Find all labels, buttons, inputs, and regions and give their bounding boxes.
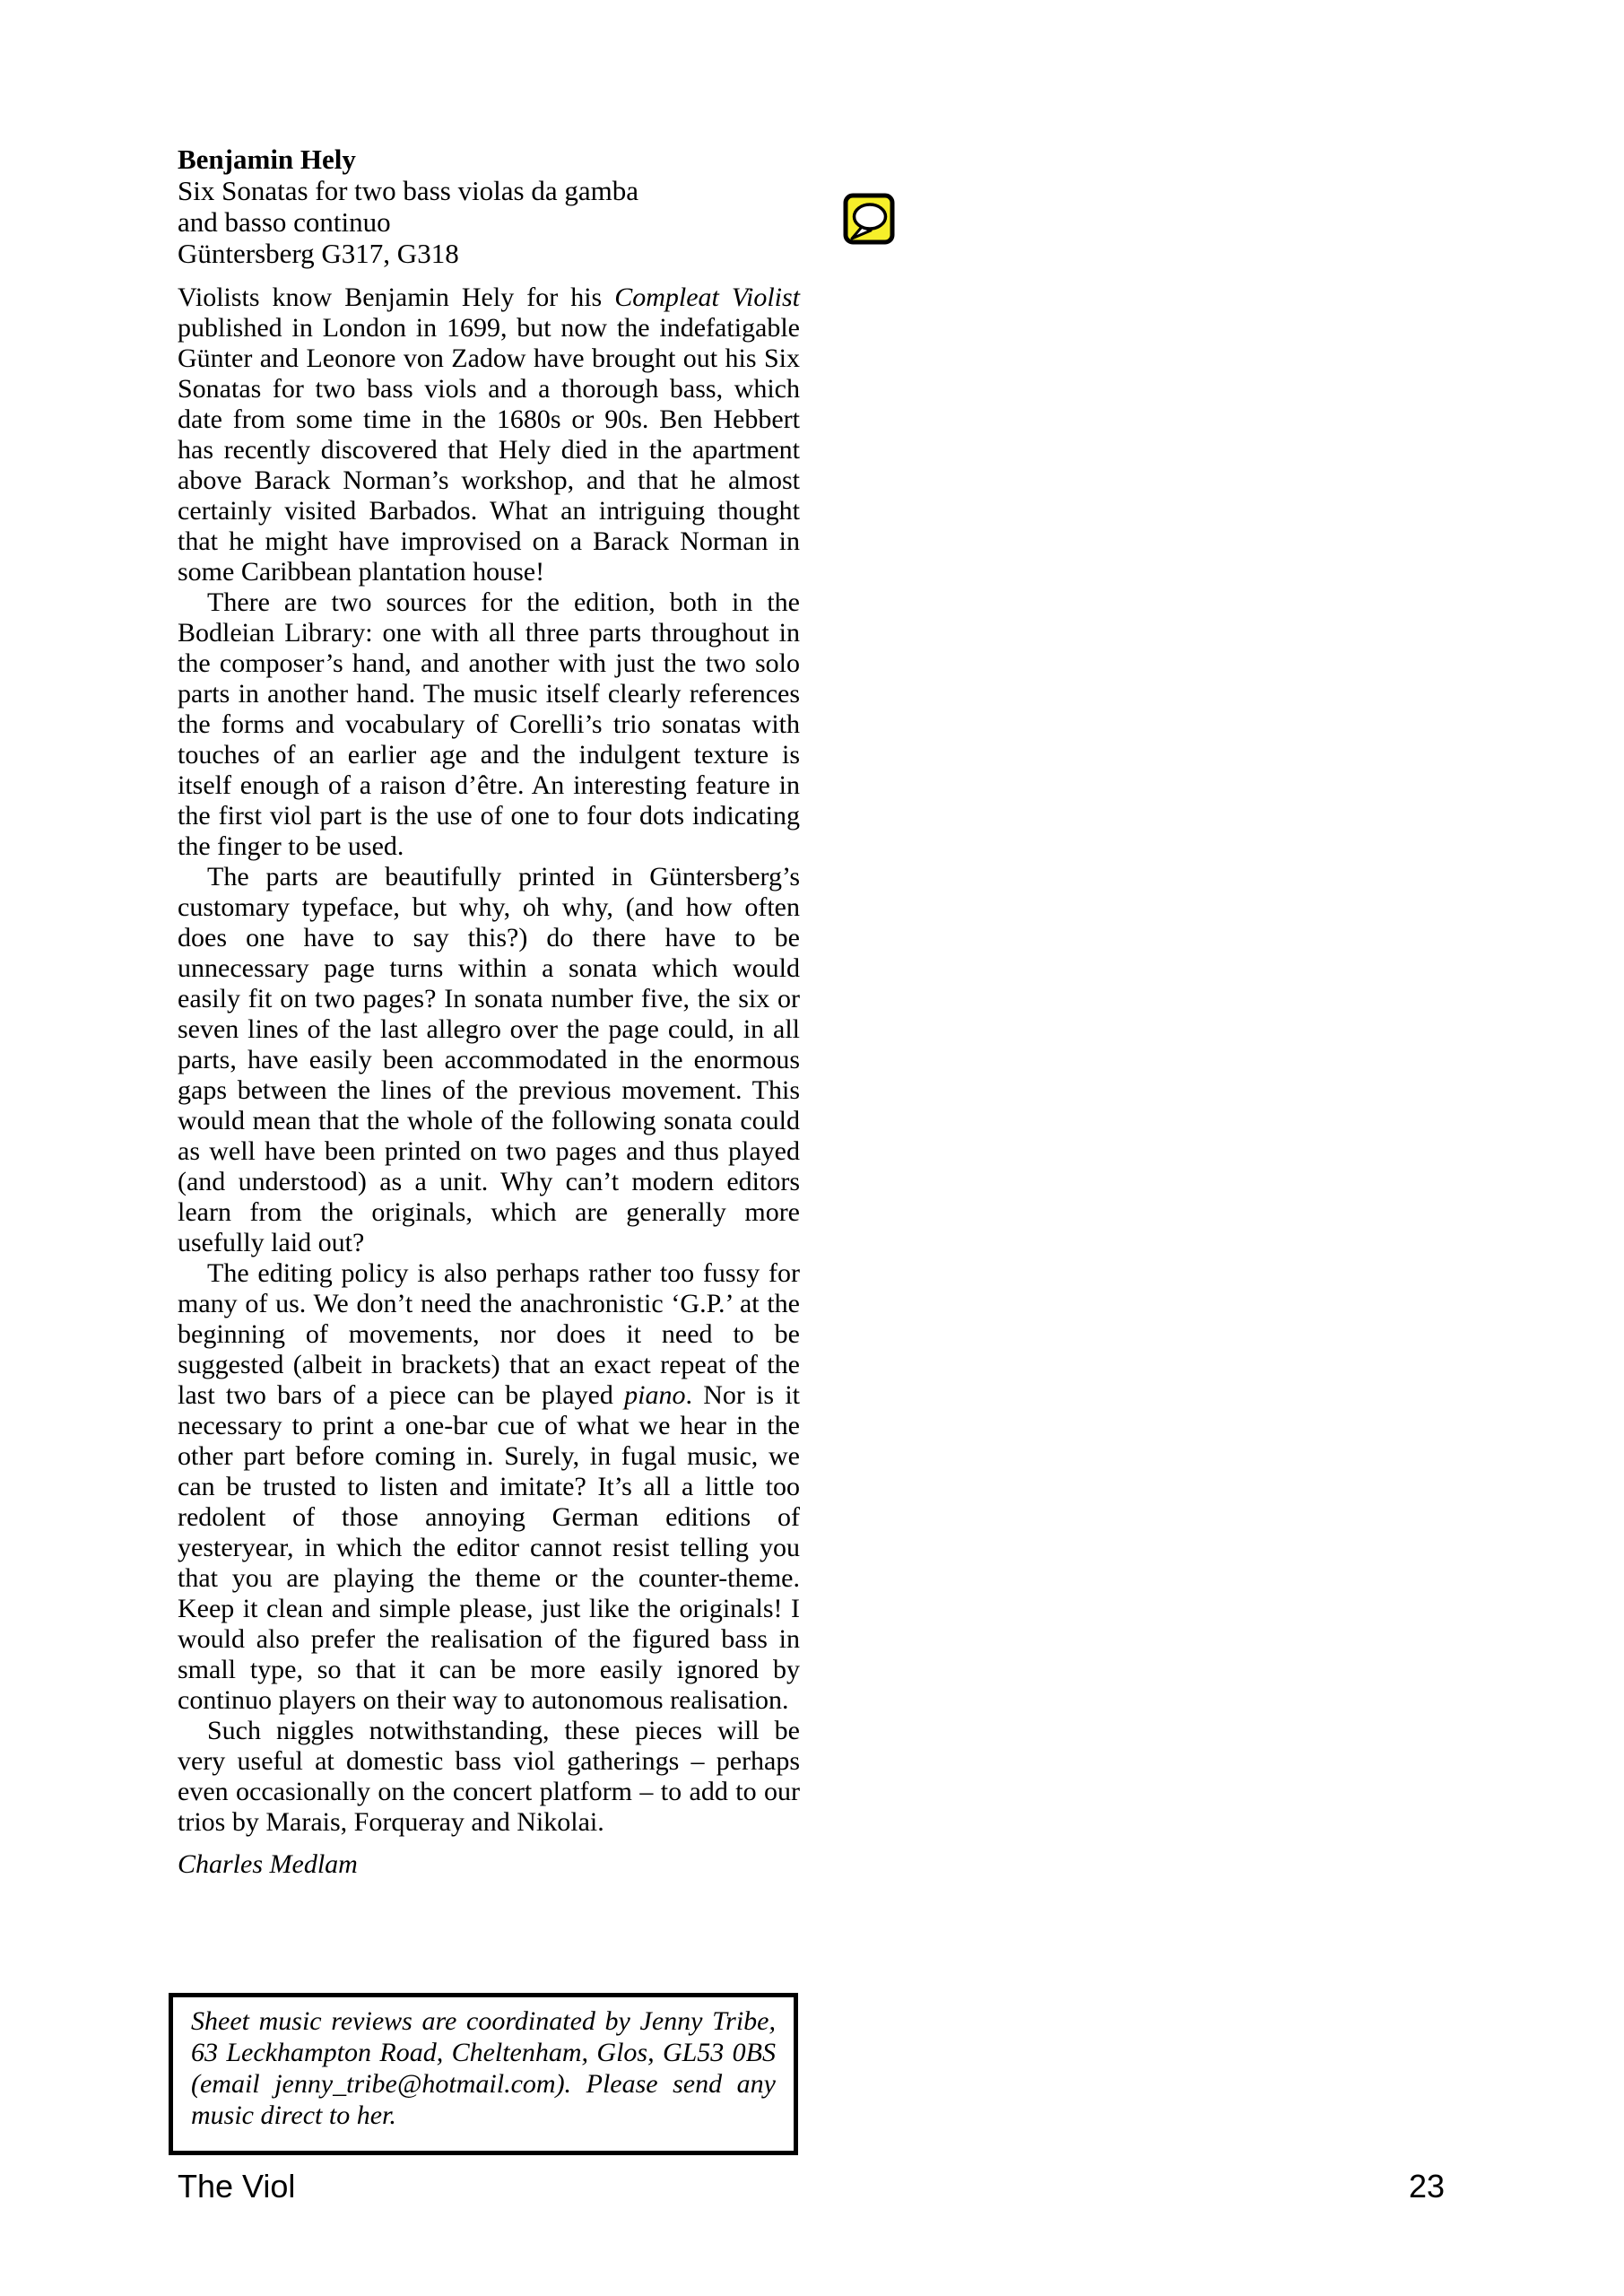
review-paragraph-5: Such niggles notwithstanding, these pieces will be very useful at domestic bass viol gatherings – perhaps even occasionally on the concert platform – to add to our trios by Marais, Forqueray and Nikolai.: [178, 1716, 800, 1837]
review-paragraph-2: There are two sources for the edition, both in the Bodleian Library: one with all three parts throughout in the composer’s hand, and another with just the two solo parts in another hand. The music itself clearly references the forms and vocabulary of Corelli’s trio sonatas with touches of an earlier age and the indulgent texture is itself enough of a raison d’être. An interesting feature in the first viol part is the use of one to four dots indicating the finger to be used.: [178, 587, 800, 861]
review-subtitle-line-2: and basso continuo: [178, 206, 391, 238]
coordinator-note-text: Sheet music reviews are coordinated by Jenny Tribe, 63 Leckhampton Road, Cheltenham, Glos, GL53 0BS (email jenny_tribe@hotmail.com). Please send any music direct to her.: [191, 2006, 776, 2130]
review-paragraph-3: The parts are beautifully printed in Güntersberg’s customary typeface, but why, oh why, (and how often does one have to say this?) do there have to be unnecessary page turns within a sonata which would easily fit on two pages? In sonata number five, the six or seven lines of the last allegro over the page could, in all parts, have easily been accommodated in the enormous gaps between the lines of the previous movement. This would mean that the whole of the following sonata could as well have been printed on two pages and thus played (and understood) as a unit. Why can’t modern editors learn from the originals, which are generally more usefully laid out?: [178, 862, 800, 1257]
review-catalog-numbers: Güntersberg G317, G318: [178, 238, 459, 269]
review-paragraph-4: The editing policy is also perhaps rather too fussy for many of us. We don’t need the anachronistic ‘G.P.’ at the beginning of movements, nor does it need to be suggested (albeit in brackets) that an exact repeat of the last two bars of a piece can be played piano. Nor is it necessary to print a one-bar cue of what we hear in the other part before coming in. Surely, in fugal music, we can be trusted to listen and imitate? It’s all a little too redolent of those annoying German editions of yesteryear, in which the editor cannot resist telling you that you are playing the theme or the counter-theme. Keep it clean and simple please, just like the originals! I would also prefer the realisation of the figured bass in small type, so that it can be more easily ignored by continuo players on their way to autonomous realisation.: [178, 1258, 801, 1715]
coordinator-note-box: [169, 1993, 798, 2155]
speech-bubble-icon-graphic: [843, 193, 895, 245]
speech-bubble-icon[interactable]: [843, 193, 895, 245]
review-article: [178, 144, 800, 1880]
review-subtitle-line-1: Six Sonatas for two bass violas da gamba: [178, 175, 639, 206]
review-paragraph-1: Violists know Benjamin Hely for his Compleat Violist published in London in 1699, but now the indefatigable Günter and Leonore von Zadow have brought out his Six Sonatas for two bass viols and a thorough bass, which date from some time in the 1680s or 90s. Ben Hebbert has recently discovered that Hely died in the apartment above Barack Norman’s workshop, and that he almost certainly visited Barbados. What an intriguing thought that he might have improvised on a Barack Norman in some Caribbean plantation house!: [178, 283, 800, 587]
review-body: [178, 283, 800, 1838]
page-number: 23: [1408, 2168, 1445, 2205]
journal-title: The Viol: [178, 2168, 296, 2205]
reviewer-signature: Charles Medlam: [178, 1849, 358, 1879]
page-footer: [178, 2169, 1445, 2205]
review-heading: Benjamin Hely: [178, 144, 356, 175]
